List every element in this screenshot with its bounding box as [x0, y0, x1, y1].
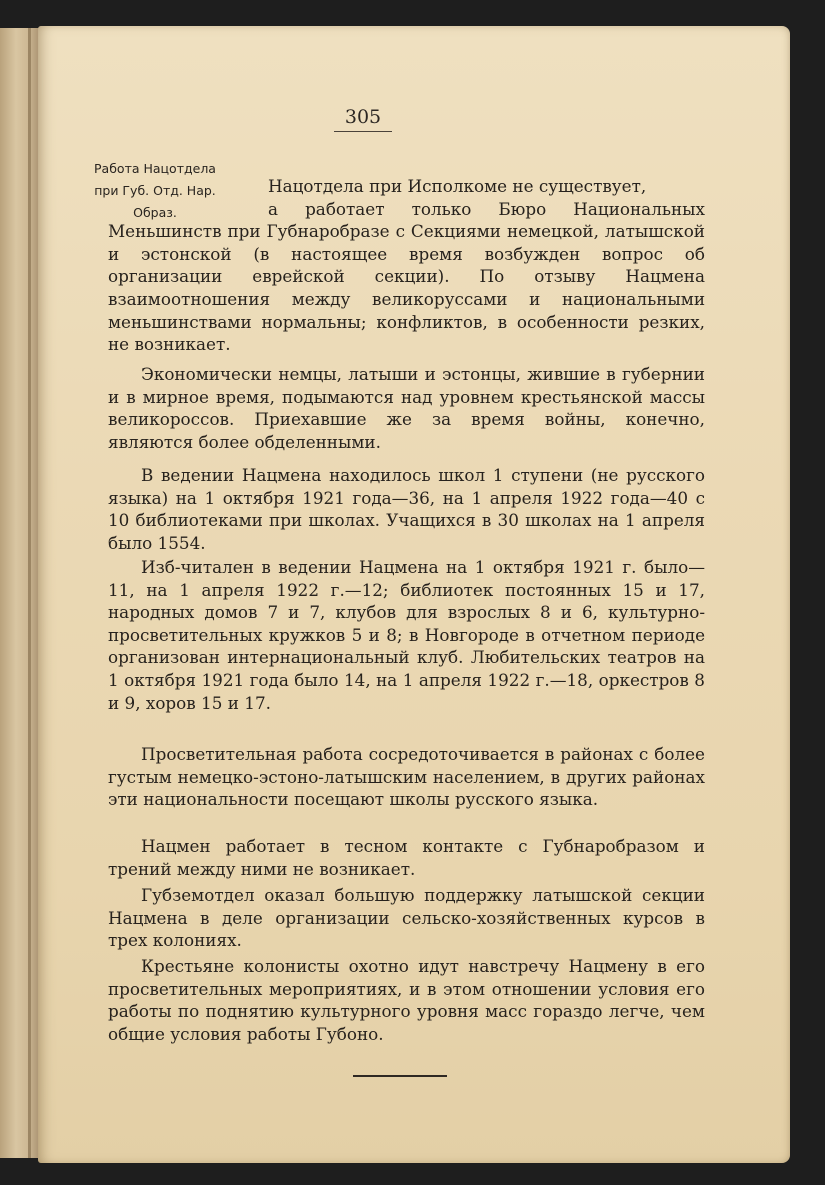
- page-number-rule: [334, 131, 392, 132]
- paragraph-1-first-line: Нацотдела при Исполкоме не существует,: [268, 176, 647, 196]
- section-end-rule: [353, 1075, 447, 1077]
- paragraph-1-body: [108, 198, 705, 356]
- paragraph-3: В ведении Нацмена находилось школ 1 ступени (не русского языка) на 1 октября 1921 года—36, на 1 апреля 1922 года—40 с 10 библиотеками при школах. Учащихся в 30 школах на 1 апреля было 1554.: [108, 465, 705, 553]
- page-number: 305: [344, 106, 382, 128]
- paragraph-8: Крестьяне колонисты охотно идут навстречу Нацмену в его просветительных мероприятиях, и в этом отношении условия его работы по поднятию культурного уровня масс гораздо легче, чем общие условия работы Губоно.: [108, 956, 705, 1044]
- page-edge-line: [28, 28, 31, 1158]
- paragraph-5: Просветительная работа сосредоточивается в районах с более густым немецко-эстоно-латышским населением, в других районах эти национальности посещают школы русского языка.: [108, 744, 705, 810]
- marginal-note-line-2: при Губ. Отд. Нар.: [94, 183, 216, 198]
- paragraph-4: Изб-читален в ведении Нацмена на 1 октября 1921 г. было—11, на 1 апреля 1922 г.—12; библиотек постоянных 15 и 17, народных домов 7 и 7, клубов для взрослых 8 и 6, культурно-просветительных кружков 5 и 8; в Новгороде в отчетном периоде организован интернациональный клуб. Любительских театров на 1 октября 1921 года было 14, на 1 апреля 1922 г.—18, оркестров 8 и 9, хоров 15 и 17.: [108, 557, 705, 713]
- paragraph-1: [108, 175, 705, 356]
- marginal-note-line-1: Работа Нацотдела: [94, 161, 216, 176]
- paragraph-1-text: а работает только Бюро Национальных Меньшинств при Губнаробразе с Секциями немецкой, латышской и эстонской (в настоящее время возбужден вопрос об организации еврейской секции). По отзыву Нацмена взаимоотношения между великоруссами и национальными меньшинствами нормальны; конфликтов, в особенности резких, не возникает.: [108, 198, 705, 355]
- paragraph-6: Нацмен работает в тесном контакте с Губнаробразом и трений между ними не возникает.: [108, 836, 705, 879]
- paragraph-7: Губземотдел оказал большую поддержку латышской секции Нацмена в деле организации сельско-хозяйственных курсов в трех колониях.: [108, 885, 705, 951]
- paragraph-2: Экономически немцы, латыши и эстонцы, жившие в губернии и в мирное время, подымаются над уровнем крестьянской массы великороссов. Приехавшие же за время войны, конечно, являются более обделенными.: [108, 364, 705, 452]
- adjacent-page-edge: [0, 28, 41, 1158]
- marginal-note-line-3: Образ.: [133, 205, 177, 220]
